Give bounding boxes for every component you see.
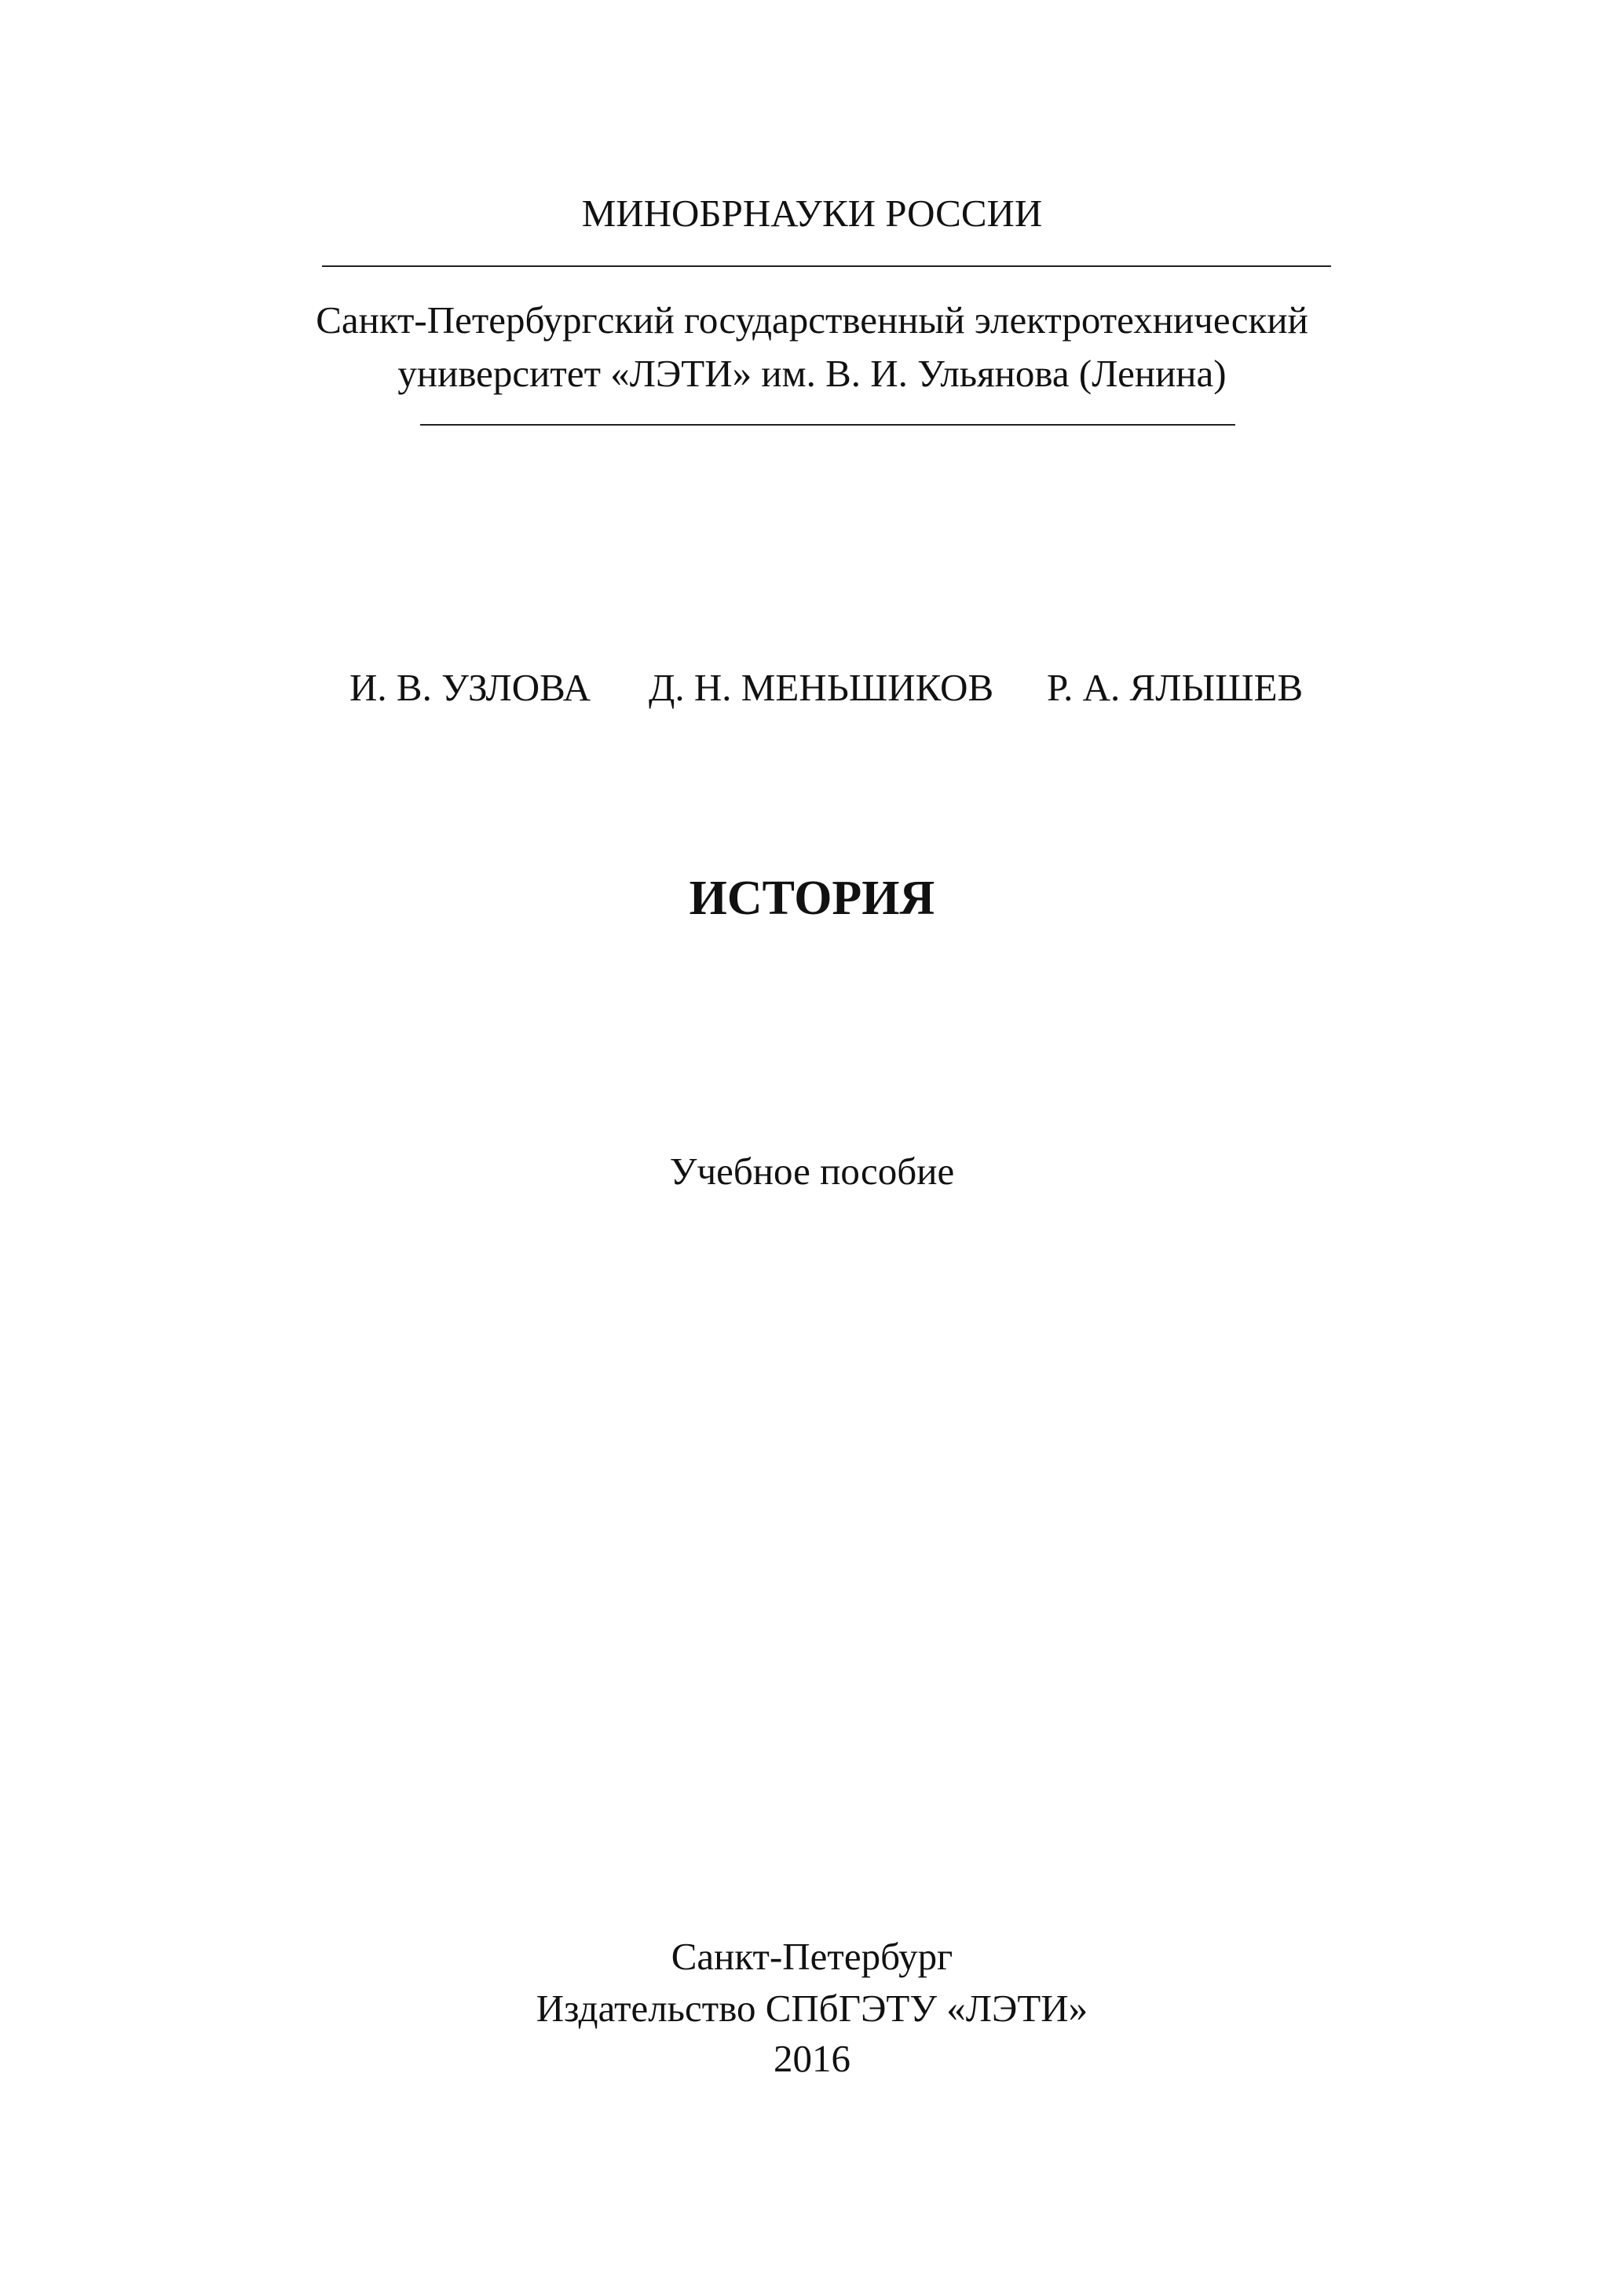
authors-row — [0, 662, 1624, 714]
top-divider — [322, 265, 1331, 267]
university-name-line-1: Санкт-Петербургский государственный электротехнический — [316, 298, 1308, 342]
imprint-year: 2016 — [774, 2037, 850, 2080]
author-menshikov: Д. Н. МЕНЬШИКОВ — [649, 666, 994, 709]
author-uzlova: И. В. УЗЛОВА — [349, 666, 591, 709]
bottom-divider — [420, 424, 1235, 426]
author-yalyshev: Р. А. ЯЛЫШЕВ — [1047, 666, 1304, 709]
imprint-city: Санкт-Петербург — [671, 1935, 953, 1978]
imprint-publisher: Издательство СПбГЭТУ «ЛЭТИ» — [536, 1987, 1088, 2030]
book-type: Учебное пособие — [669, 1150, 955, 1193]
ministry-name: МИНОБРНАУКИ РОССИИ — [581, 192, 1043, 235]
book-title: ИСТОРИЯ — [689, 872, 935, 925]
university-name-line-2: университет «ЛЭТИ» им. В. И. Ульянова (Ленина) — [397, 352, 1227, 395]
